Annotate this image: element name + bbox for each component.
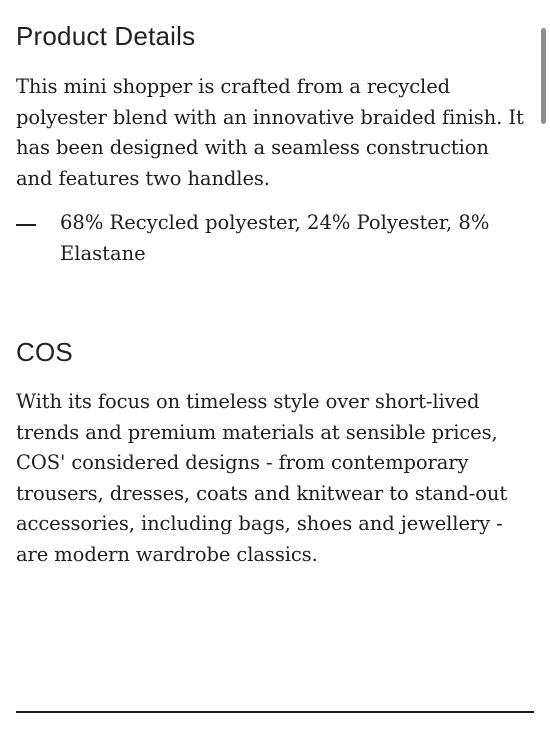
composition-list (16, 208, 526, 269)
product-details-heading: Product Details (16, 21, 196, 51)
dash-bullet-icon (16, 224, 36, 226)
brand-heading: COS (16, 337, 73, 367)
section-divider (16, 711, 534, 713)
product-description: This mini shopper is crafted from a recycled polyester blend with an innovative braided finish. It has been designed with a seamless construction and features two handles. (16, 75, 524, 190)
composition-text: 68% Recycled polyester, 24% Polyester, 8% Elastane (60, 211, 490, 265)
brand-description: With its focus on timeless style over short-lived trends and premium materials at sensible prices, COS' considered designs - from contemporary trousers, dresses, coats and knitwear to stand-out accessories, including bags, shoes and jewellery - are modern wardrobe classics. (16, 390, 508, 566)
scrollbar[interactable] (541, 28, 546, 124)
list-item (16, 208, 526, 269)
